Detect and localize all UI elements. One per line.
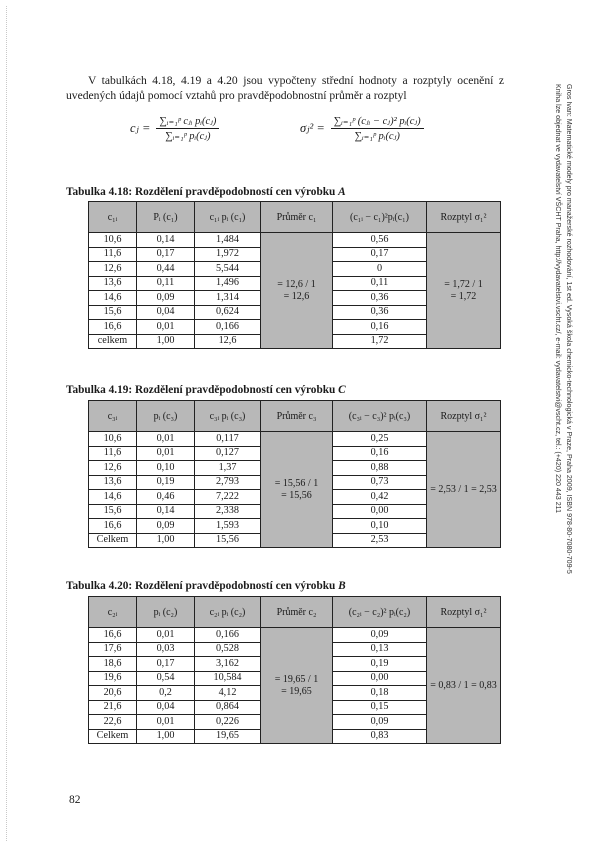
table-caption [66, 186, 346, 198]
table-cell: 16,6 [89, 628, 137, 643]
side-note-line-1: Gros Ivan: Matematické modely pro manažerské rozhodování, 1st ed. Vysoká škola chemicko-technologická v Praze, Praha 2009, ISBN 978-80-7080-709-5 [565, 84, 573, 574]
table-cell: 17,6 [89, 642, 137, 657]
table-header-cell: c₂ᵢ [89, 597, 137, 628]
table-cell: 3,162 [195, 657, 261, 672]
mean-cell: = 15,56 / 1 = 15,56 [261, 432, 333, 548]
formula-variance [300, 110, 424, 146]
table-cell: 1,00 [137, 729, 195, 744]
table-cell: 4,12 [195, 686, 261, 701]
table-cell: 0,864 [195, 700, 261, 715]
table-cell: 0,09 [137, 519, 195, 534]
table-cell: 0,17 [137, 247, 195, 262]
table-cell: 0,11 [333, 276, 427, 291]
table-cell: 16,6 [89, 320, 137, 335]
table-header-cell: (c₂ᵢ − c₂)² pᵢ(c₂) [333, 597, 427, 628]
left-dotted-margin [6, 6, 7, 841]
table-cell: 1,593 [195, 519, 261, 534]
table-cell: 0,01 [137, 432, 195, 447]
table-cell: 0,19 [137, 475, 195, 490]
table-cell: 0,10 [137, 461, 195, 476]
table-cell: 1,72 [333, 334, 427, 349]
table-header-cell: c₂ᵢ pᵢ (c₂) [195, 597, 261, 628]
table-cell: 14,6 [89, 490, 137, 505]
table-cell: 0 [333, 262, 427, 277]
table-header-cell: Rozptyl σ₁² [427, 202, 501, 233]
table-cell: 1,37 [195, 461, 261, 476]
table-cell: 0,56 [333, 233, 427, 248]
table-cell: 0,09 [333, 628, 427, 643]
table-cell: 11,6 [89, 446, 137, 461]
table-cell: 0,44 [137, 262, 195, 277]
table-cell: 19,65 [195, 729, 261, 744]
table-caption-product: C [338, 384, 346, 396]
table-cell: 15,56 [195, 533, 261, 548]
formula-variance-denominator: ∑ᵢ₌₁ᵖ pᵢ(cⱼ) [354, 130, 400, 142]
table-cell: 0,166 [195, 628, 261, 643]
variance-cell: = 0,83 / 1 = 0,83 [427, 628, 501, 744]
table-cell: 0,09 [137, 291, 195, 306]
table-cell: 0,17 [333, 247, 427, 262]
table-cell: 0,00 [333, 504, 427, 519]
side-note-line-2: Kniha lze objednat ve vydavatelství VŠCHT Praha, http://vydavatelstvi.vscht.cz/, e-mail: vydavatelstvi@vscht.cz, tel.: (+420) 220 443 211 [554, 84, 562, 514]
probability-table [88, 201, 501, 349]
table-cell: 0,01 [137, 320, 195, 335]
table-header-cell: Průměr c₁ [261, 202, 333, 233]
variance-cell: = 2,53 / 1 = 2,53 [427, 432, 501, 548]
table-cell: 0,14 [137, 233, 195, 248]
table-cell: 0,16 [333, 320, 427, 335]
table-cell: 18,6 [89, 657, 137, 672]
table-cell: 12,6 [89, 461, 137, 476]
table-header-cell: Pᵢ (c₁) [137, 202, 195, 233]
table-cell: 0,36 [333, 305, 427, 320]
table-row [89, 628, 501, 643]
table-header-cell: (c₃ᵢ − c₃)² pᵢ(c₃) [333, 401, 427, 432]
table-cell: 0,00 [333, 671, 427, 686]
table-header-cell: Průměr c₂ [261, 597, 333, 628]
table-cell: 21,6 [89, 700, 137, 715]
formula-mean-denominator: ∑ᵢ₌₁ᵖ pᵢ(cⱼ) [165, 130, 211, 142]
table-cell: 0,624 [195, 305, 261, 320]
formula-mean-numerator: ∑ᵢ₌₁ᵖ cⱼᵢ pᵢ(cⱼ) [156, 115, 219, 129]
probability-table [88, 596, 501, 744]
side-note [546, 84, 574, 644]
table-header-cell: pᵢ (c₃) [137, 401, 195, 432]
table-cell: 0,54 [137, 671, 195, 686]
table-caption-text: Tabulka 4.19: Rozdělení pravděpodobností cen výrobku [66, 384, 339, 396]
table-cell: 0,13 [333, 642, 427, 657]
table-cell: 16,6 [89, 519, 137, 534]
table-cell: 0,46 [137, 490, 195, 505]
table-cell: 15,6 [89, 305, 137, 320]
table-cell: 0,01 [137, 715, 195, 730]
table-cell: 0,117 [195, 432, 261, 447]
table-cell: 13,6 [89, 475, 137, 490]
intro-paragraph [66, 73, 504, 103]
table-cell: 0,03 [137, 642, 195, 657]
table-header-cell: (c₁ᵢ − c₁)²pᵢ(c₁) [333, 202, 427, 233]
table-cell: 0,04 [137, 700, 195, 715]
table-cell: 0,528 [195, 642, 261, 657]
table-caption-product: B [338, 580, 346, 592]
table-cell: 0,73 [333, 475, 427, 490]
table-caption-text: Tabulka 4.20: Rozdělení pravděpodobností cen výrobku [66, 580, 339, 592]
formula-variance-numerator: ∑ᵢ₌₁ᵖ (cⱼᵢ − cⱼ)² pᵢ(cⱼ) [331, 115, 424, 129]
table-caption [66, 580, 346, 592]
table-cell: 0,127 [195, 446, 261, 461]
mean-cell: = 19,65 / 1 = 19,65 [261, 628, 333, 744]
page-number: 82 [69, 794, 81, 806]
table-cell: 7,222 [195, 490, 261, 505]
table-header-cell: c₃ᵢ [89, 401, 137, 432]
table-cell: 0,01 [137, 446, 195, 461]
table-cell: 0,166 [195, 320, 261, 335]
table-header-cell: Rozptyl σ₁² [427, 597, 501, 628]
table-cell: 0,14 [137, 504, 195, 519]
table-cell: Celkem [89, 729, 137, 744]
table-cell: 0,18 [333, 686, 427, 701]
table-cell: 0,09 [333, 715, 427, 730]
table-cell: 0,2 [137, 686, 195, 701]
table-cell: 0,16 [333, 446, 427, 461]
formula-mean-fraction [156, 115, 219, 142]
formula-variance-lhs: σⱼ² = [300, 121, 325, 135]
table-cell: 15,6 [89, 504, 137, 519]
table-cell: 0,226 [195, 715, 261, 730]
table-cell: 12,6 [89, 262, 137, 277]
table-cell: 1,972 [195, 247, 261, 262]
table-cell: 12,6 [195, 334, 261, 349]
table-caption-text: Tabulka 4.18: Rozdělení pravděpodobností cen výrobku [66, 186, 339, 198]
table-cell: 0,83 [333, 729, 427, 744]
table-cell: 1,314 [195, 291, 261, 306]
table-cell: 1,496 [195, 276, 261, 291]
table-cell: 1,484 [195, 233, 261, 248]
variance-cell: = 1,72 / 1 = 1,72 [427, 233, 501, 349]
table-cell: 11,6 [89, 247, 137, 262]
table-cell: 0,15 [333, 700, 427, 715]
table-cell: 1,00 [137, 533, 195, 548]
table-cell: 2,793 [195, 475, 261, 490]
table-cell: 0,19 [333, 657, 427, 672]
formula-variance-fraction [331, 115, 424, 142]
table-row [89, 233, 501, 248]
table-cell: 2,53 [333, 533, 427, 548]
table-cell: 0,25 [333, 432, 427, 447]
table-cell: Celkem [89, 533, 137, 548]
table-cell: 19,6 [89, 671, 137, 686]
table-cell: 0,42 [333, 490, 427, 505]
table-cell: 2,338 [195, 504, 261, 519]
table-cell: 14,6 [89, 291, 137, 306]
mean-cell: = 12,6 / 1 = 12,6 [261, 233, 333, 349]
table-cell: 10,584 [195, 671, 261, 686]
table-header-cell: Rozptyl σ₁² [427, 401, 501, 432]
table-caption-product: A [338, 186, 346, 198]
table-cell: 5,544 [195, 262, 261, 277]
table-cell: 0,10 [333, 519, 427, 534]
probability-table [88, 400, 501, 548]
formula-mean-lhs: cⱼ = [130, 121, 151, 135]
table-cell: 10,6 [89, 432, 137, 447]
table-row [89, 432, 501, 447]
formula-mean [130, 110, 219, 146]
table-cell: 13,6 [89, 276, 137, 291]
table-caption [66, 384, 346, 396]
table-cell: 0,36 [333, 291, 427, 306]
table-cell: 20,6 [89, 686, 137, 701]
table-cell: 0,01 [137, 628, 195, 643]
table-cell: 0,11 [137, 276, 195, 291]
table-cell: 0,88 [333, 461, 427, 476]
table-cell: celkem [89, 334, 137, 349]
intro-text: V tabulkách 4.18, 4.19 a 4.20 jsou vypočteny střední hodnoty a rozptyly ocenění z uvedených údajů pomocí vztahů pro pravděpodobnostní průměr a rozptyl [66, 74, 504, 102]
table-header-cell: c₁ᵢ [89, 202, 137, 233]
table-header-cell: c₃ᵢ pᵢ (c₃) [195, 401, 261, 432]
table-cell: 0,04 [137, 305, 195, 320]
table-header-cell: c₁ᵢ pᵢ (c₁) [195, 202, 261, 233]
table-header-cell: pᵢ (c₂) [137, 597, 195, 628]
table-cell: 1,00 [137, 334, 195, 349]
table-header-cell: Průměr c₃ [261, 401, 333, 432]
table-cell: 0,17 [137, 657, 195, 672]
table-cell: 22,6 [89, 715, 137, 730]
table-cell: 10,6 [89, 233, 137, 248]
